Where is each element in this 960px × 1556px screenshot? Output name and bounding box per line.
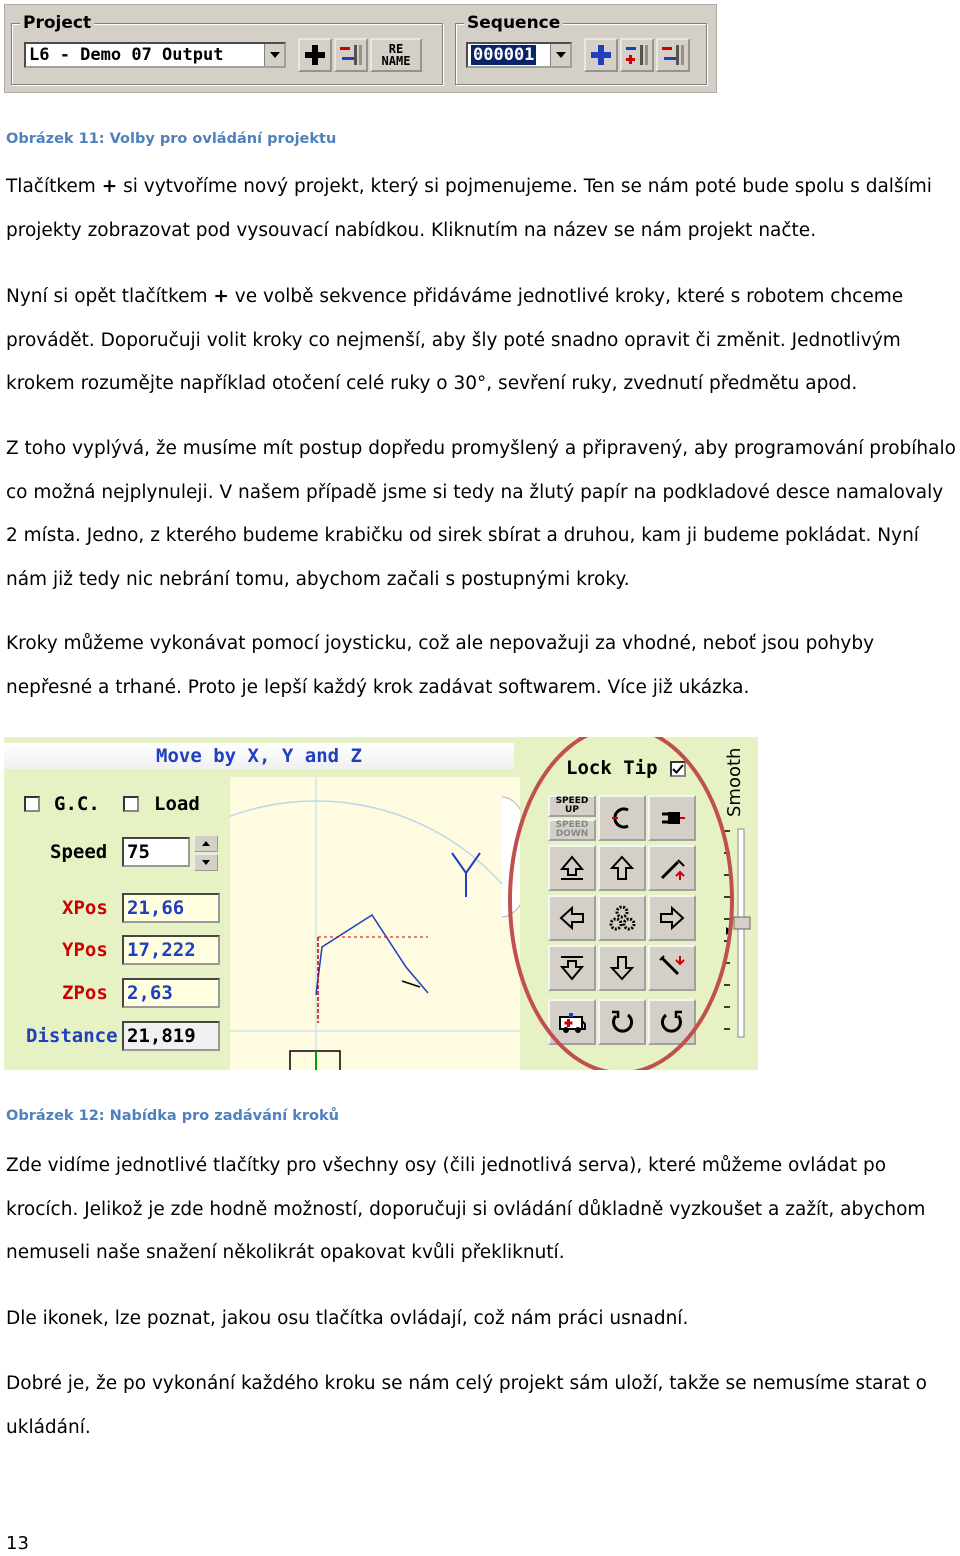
zpos-field: 2,63 xyxy=(122,978,220,1008)
smooth-label: Smooth xyxy=(724,747,745,817)
project-group-label: Project xyxy=(20,13,94,33)
load-checkbox[interactable] xyxy=(123,796,139,812)
plus-symbol: + xyxy=(213,286,229,307)
chevron-down-icon[interactable] xyxy=(550,44,570,66)
xpos-label: XPos xyxy=(62,897,108,919)
spin-up-icon[interactable] xyxy=(194,835,218,852)
sequence-group-label: Sequence xyxy=(464,13,563,33)
add-step-button[interactable] xyxy=(584,38,618,72)
speed-input[interactable]: 75 xyxy=(122,837,190,867)
arm-preview-canvas xyxy=(230,777,520,1070)
speed-down-button[interactable]: SPEED DOWN xyxy=(548,819,596,841)
sequence-select[interactable] xyxy=(466,42,572,68)
paragraph-7: Dobré je, že po vykonání každého kroku se nám celý projekt sám uloží, takže se nemusíme starat o ukládání. xyxy=(6,1373,927,1438)
spin-down-icon[interactable] xyxy=(194,854,218,871)
plus-symbol: + xyxy=(101,176,118,197)
paragraph-5: Zde vidíme jednotlivé tlačítky pro všechny osy (čili jednotlivá serva), které můžeme ovládat po krocích. Jelikož je zde hodně možností, doporučuji si ovládání důkladně vyzkoušet a zažít, abychom nemuseli naše snažení několikrát opakovat kvůli překliknutí. xyxy=(6,1155,926,1263)
distance-label: Distance xyxy=(26,1025,118,1047)
speed-spinner[interactable] xyxy=(194,835,218,869)
chevron-down-icon[interactable] xyxy=(264,44,284,66)
figure-11-caption: Obrázek 11: Volby pro ovládání projektu xyxy=(6,131,337,147)
rename-project-button[interactable] xyxy=(370,38,422,72)
rename-label-line1: RE xyxy=(388,42,404,56)
sequence-group xyxy=(455,13,707,85)
distance-field: 21,819 xyxy=(122,1021,220,1051)
add-project-button[interactable] xyxy=(298,38,332,72)
ypos-field: 17,222 xyxy=(122,935,220,965)
sequence-select-value: 000001 xyxy=(473,45,535,65)
project-group xyxy=(11,13,443,85)
plus-icon xyxy=(303,43,327,67)
zpos-label: ZPos xyxy=(62,982,108,1004)
delete-steps-icon xyxy=(660,43,686,67)
rename-label-line2: NAME xyxy=(381,54,411,68)
paragraph-6: Dle ikonek, lze poznat, jakou osu tlačítka ovládají, což nám práci usnadní. xyxy=(6,1308,689,1329)
robot-arm-drawing xyxy=(230,777,520,1070)
plus-icon xyxy=(589,43,613,67)
project-select-value: L6 - Demo 07 Output xyxy=(29,45,224,65)
figure-12-caption: Obrázek 12: Nabídka pro zadávání kroků xyxy=(6,1108,339,1124)
xpos-field: 21,66 xyxy=(122,893,220,923)
page-number: 13 xyxy=(6,1533,29,1554)
paragraph-1: Tlačítkem + si vytvoříme nový projekt, který si pojmenujeme. Ten se nám poté bude spolu s dalšími projekty zobrazovat pod vysouvací nabídkou. Kliknutím na název se nám projekt načte. xyxy=(6,176,932,241)
load-label: Load xyxy=(154,793,200,815)
gc-label: G.C. xyxy=(54,793,100,815)
highlight-ellipse xyxy=(508,737,734,1070)
insert-step-button[interactable] xyxy=(620,38,654,72)
paragraph-2: Nyní si opět tlačítkem + ve volbě sekvence přidáváme jednotlivé kroky, které s robotem chceme provádět. Doporučuji volit kroky co nejmenší, aby šly poté snadno opravit či změnit. Jednotlivým krokem rozumějte například otočení celé ruky o 30°, sevření ruky, zvednutí předmětu apod. xyxy=(6,286,904,394)
move-panel-title: Move by X, Y and Z xyxy=(4,743,514,769)
delete-steps-icon xyxy=(338,43,364,67)
project-select[interactable] xyxy=(24,42,286,68)
speed-label: Speed xyxy=(50,841,108,863)
paragraph-3: Z toho vyplývá, že musíme mít postup dopředu promyšlený a připravený, aby programování probíhalo co možná nejplynuleji. V našem případě jsme si tedy na žlutý papír na podkladové desce namalovaly 2 místa. Jedno, z kterého budeme krabičku od sirek sbírat a druhou, kam ji budeme pokládat. Nyní nám již tedy nic nebrání tomu, abychom začali s postupnými kroky. xyxy=(6,438,956,590)
delete-step-button[interactable] xyxy=(656,38,690,72)
project-sequence-toolbar-screenshot xyxy=(4,4,717,93)
paragraph-4: Kroky můžeme vykonávat pomocí joysticku, což ale nepovažuji za vhodné, neboť jsou pohyby nepřesné a trhané. Proto je lepší každý krok zadávat softwarem. Více již ukázka. xyxy=(6,633,875,698)
insert-steps-icon xyxy=(624,43,650,67)
move-xyz-screenshot xyxy=(4,737,758,1070)
speed-up-button[interactable]: SPEED UP xyxy=(548,795,596,817)
lock-tip-label: Lock Tip xyxy=(566,757,658,779)
gc-checkbox[interactable] xyxy=(24,796,40,812)
ypos-label: YPos xyxy=(62,939,108,961)
delete-project-button[interactable] xyxy=(334,38,368,72)
